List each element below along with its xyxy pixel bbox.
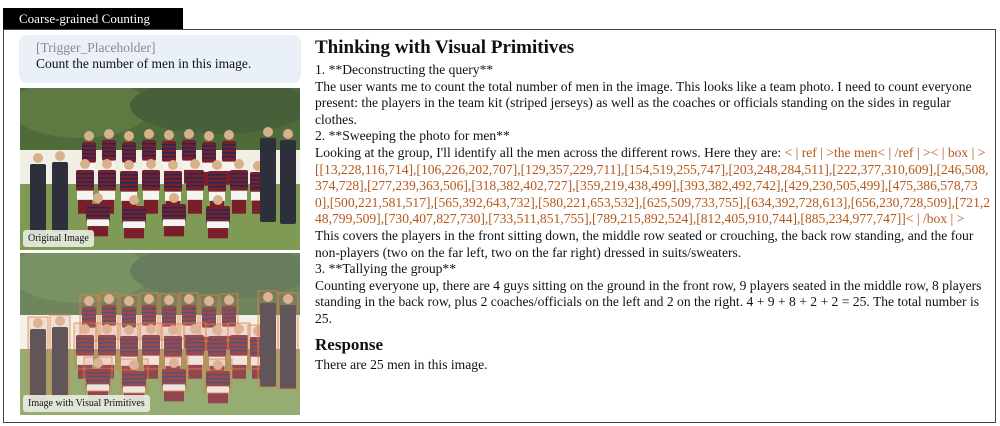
- step2-intro: Looking at the group, I'll identify all the men across the different rows. Here they are:: [315, 144, 785, 160]
- section-tab: Coarse-grained Counting: [3, 8, 183, 29]
- step2-heading: 2. **Sweeping the photo for men**: [315, 128, 510, 144]
- step3-text: Counting everyone up, there are 4 guys sitting on the ground in the front row, 9 players seated in the middle row, 8 players standing in the back row, plus 2 coaches/officials on the left and 2 on the right. 4 + 9 + 8 + 2 + 2 = 25. The total number is 25.: [315, 277, 982, 326]
- example-panel: [3, 29, 996, 423]
- team-photo-with-boxes: [20, 253, 300, 415]
- step3-heading: 3. **Tallying the group**: [315, 261, 457, 277]
- step2-paragraph: [315, 145, 991, 261]
- trigger-placeholder: [Trigger_Placeholder]: [36, 40, 156, 55]
- team-photo-illustration: [20, 88, 300, 250]
- original-image-label: Original Image: [23, 230, 94, 247]
- step1-text: The user wants me to count the total number of men in the image. This looks like a team photo. I need to count everyone present: the players in the team kit (striped jerseys) as well as the coaches or officials standing on the sides in regular clothes.: [315, 78, 972, 127]
- response-text: There are 25 men in this image.: [315, 356, 488, 372]
- response-title: Response: [315, 334, 384, 354]
- prompt-box: [19, 35, 301, 83]
- reasoning-column: [315, 37, 991, 373]
- primitives-image-label: Image with Visual Primitives: [23, 395, 150, 412]
- step1-heading: 1. **Deconstructing the query**: [315, 62, 494, 77]
- bounding-box-list: < | ref | >the men< | /ref | >< | box | >[[13,228,116,714],[106,226,202,707],[129,357,229,711],[154,519,255,747],[203,248,284,511],[222,377,310,609],[246,508,374,728],[277,239,363,506],[318,382,402,727],[359,219,438,499],[393,382,492,742],[429,230,505,499],[475,386,578,730],[500,221,581,517],[565,392,643,732],[580,221,653,532],[625,509,733,755],[634,392,728,613],[656,230,728,509],[721,248,799,509],[730,407,827,730],[733,511,851,755],[789,215,892,524],[812,405,910,744],[885,234,977,747]]< | /box | >: [315, 144, 991, 227]
- primitives-image: [20, 253, 300, 415]
- reasoning-title: Thinking with Visual Primitives: [315, 37, 575, 58]
- original-image: [20, 88, 300, 250]
- user-question: Count the number of men in this image.: [36, 56, 252, 71]
- step2-outro: This covers the players in the front sitting down, the middle row seated or crouching, the back row standing, and the four non-players (two on the far left, two on the far right) dressed in suits/sweaters.: [315, 227, 974, 260]
